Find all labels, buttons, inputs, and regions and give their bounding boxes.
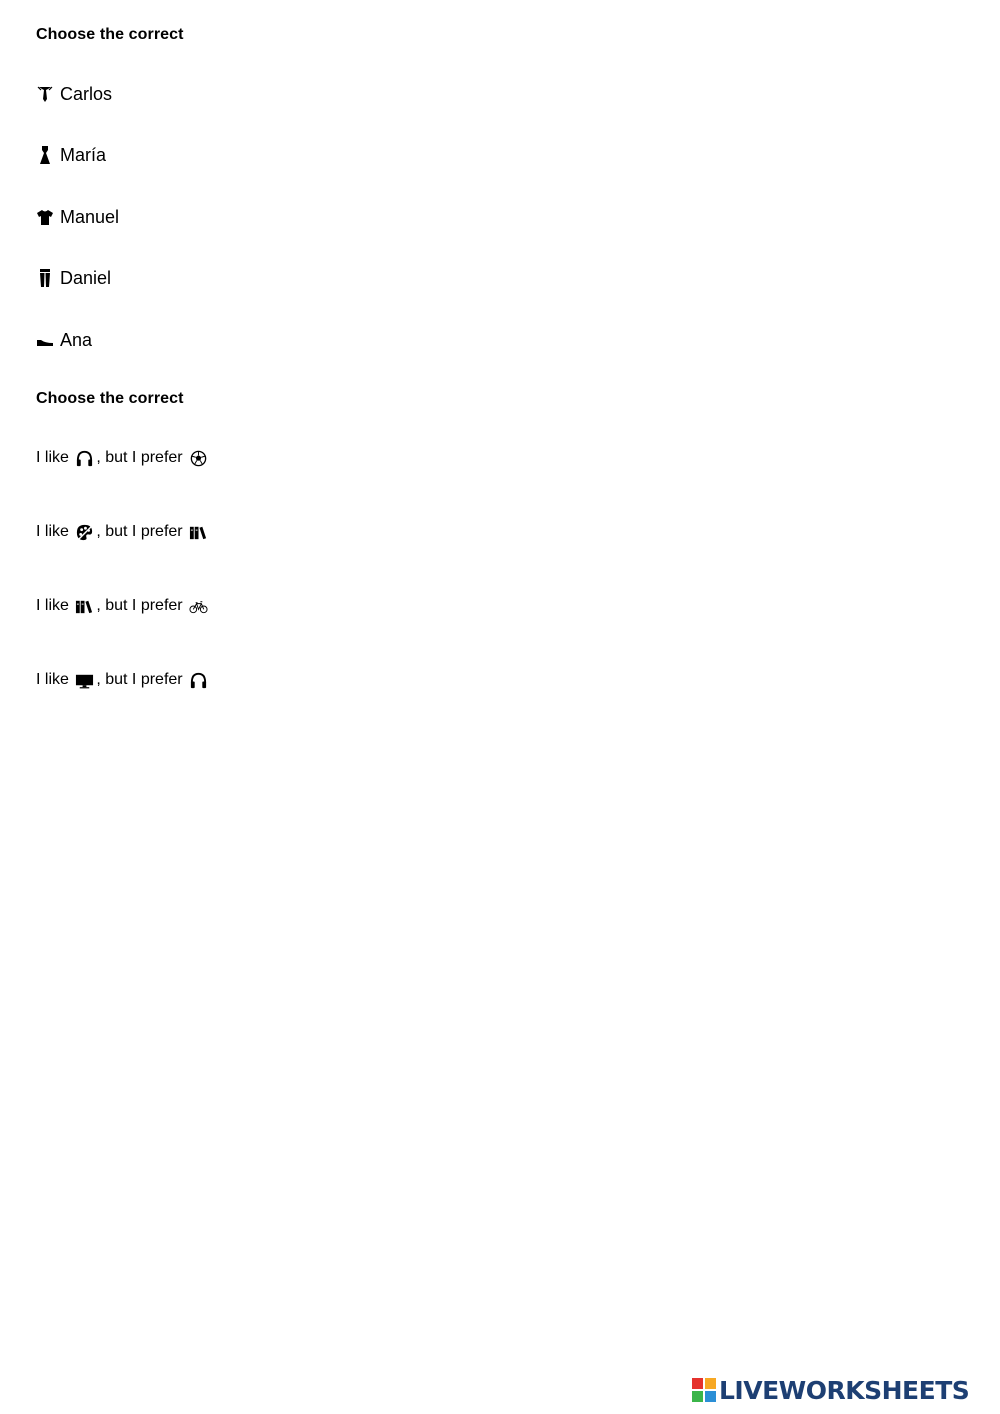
logo-blocks-icon — [692, 1378, 716, 1402]
books-icon — [75, 597, 94, 616]
name-label: Daniel — [60, 267, 112, 288]
shoe-icon — [36, 330, 54, 350]
sentence-prefix: I like — [36, 671, 74, 688]
name-label: Manuel — [60, 206, 120, 227]
bicycle-icon — [189, 597, 208, 616]
tie-icon — [36, 84, 54, 104]
sentence-prefix: I like — [36, 449, 74, 466]
headphones-icon — [75, 449, 94, 468]
name-label: Ana — [60, 329, 93, 350]
sentence-prefix: I like — [36, 523, 74, 540]
name-item-maria — [36, 142, 106, 168]
sentence-middle: , but I prefer — [96, 523, 188, 540]
sentence-2 — [36, 520, 210, 544]
tshirt-icon — [36, 207, 54, 227]
sentence-1 — [36, 446, 210, 470]
name-item-manuel — [36, 204, 119, 230]
dress-icon — [36, 145, 54, 165]
name-item-daniel — [36, 265, 111, 291]
section-heading-2: Choose the correct — [36, 390, 184, 407]
logo-text: LIVEWORKSHEETS — [719, 1375, 970, 1405]
name-label: María — [60, 144, 107, 165]
sentence-middle: , but I prefer — [96, 671, 188, 688]
name-label: Carlos — [60, 83, 113, 104]
television-icon — [75, 671, 94, 690]
books-icon — [189, 523, 208, 542]
trousers-icon — [36, 268, 54, 288]
sentence-3 — [36, 594, 210, 618]
art-palette-icon — [75, 523, 94, 542]
soccer-ball-icon — [189, 449, 208, 468]
sentence-prefix: I like — [36, 597, 74, 614]
section-heading-1: Choose the correct — [36, 26, 184, 43]
sentence-middle: , but I prefer — [96, 449, 188, 466]
name-item-carlos — [36, 81, 112, 107]
headphones-icon — [189, 671, 208, 690]
sentence-middle: , but I prefer — [96, 597, 188, 614]
liveworksheets-logo — [692, 1376, 969, 1404]
sentence-4 — [36, 668, 210, 692]
name-item-ana — [36, 327, 92, 353]
